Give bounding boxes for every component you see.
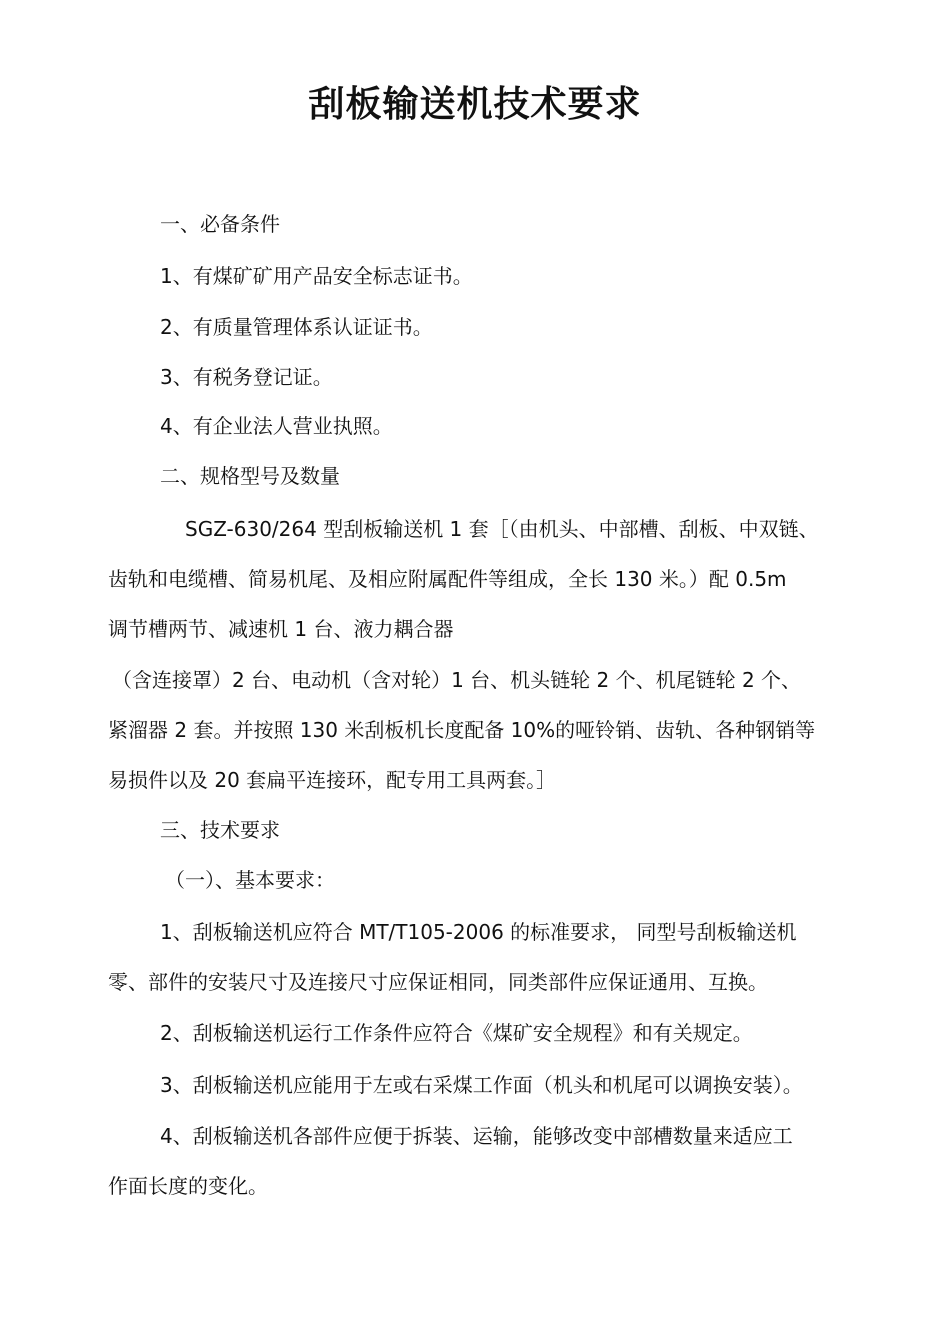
spec-line: 易损件以及 20 套扁平连接环，配专用工具两套。］ <box>108 768 557 792</box>
section-heading-requirements: 一、必备条件 <box>160 212 280 236</box>
technical-line: 作面长度的变化。 <box>108 1174 268 1198</box>
technical-line: 1、刮板输送机应符合 MT/T105-2006 的标准要求， 同型号刮板输送机 <box>160 920 797 944</box>
spec-line: （含连接罩）2 台、电动机（含对轮）1 台、机头链轮 2 个、机尾链轮 2 个、 <box>112 668 802 692</box>
spec-line: 紧溜器 2 套。并按照 130 米刮板机长度配备 10%的哑铃销、齿轨、各种钢销等 <box>108 718 816 742</box>
requirement-item: 4、有企业法人营业执照。 <box>160 414 393 438</box>
requirement-item: 2、有质量管理体系认证证书。 <box>160 315 433 339</box>
requirement-item: 1、有煤矿矿用产品安全标志证书。 <box>160 264 473 288</box>
spec-line: 齿轨和电缆槽、简易机尾、及相应附属配件等组成，全长 130 米。）配 0.5m <box>108 567 787 591</box>
spec-line: 调节槽两节、减速机 1 台、液力耦合器 <box>108 617 454 641</box>
technical-line: 2、刮板输送机运行工作条件应符合《煤矿安全规程》和有关规定。 <box>160 1021 753 1045</box>
section-heading-specs: 二、规格型号及数量 <box>160 464 340 488</box>
technical-line: 3、刮板输送机应能用于左或右采煤工作面（机头和机尾可以调换安装）。 <box>160 1073 803 1097</box>
section-heading-technical: 三、技术要求 <box>160 818 280 842</box>
spec-line: SGZ-630/264 型刮板输送机 1 套［（由机头、中部槽、刮板、中双链、 <box>185 517 819 541</box>
document-title: 刮板输送机技术要求 <box>308 84 642 125</box>
requirement-item: 3、有税务登记证。 <box>160 365 333 389</box>
technical-line: 零、部件的安装尺寸及连接尺寸应保证相同，同类部件应保证通用、互换。 <box>108 970 768 994</box>
technical-line: 4、刮板输送机各部件应便于拆装、运输，能够改变中部槽数量来适应工 <box>160 1124 793 1148</box>
subsection-heading-basic: （一）、基本要求： <box>165 868 335 892</box>
